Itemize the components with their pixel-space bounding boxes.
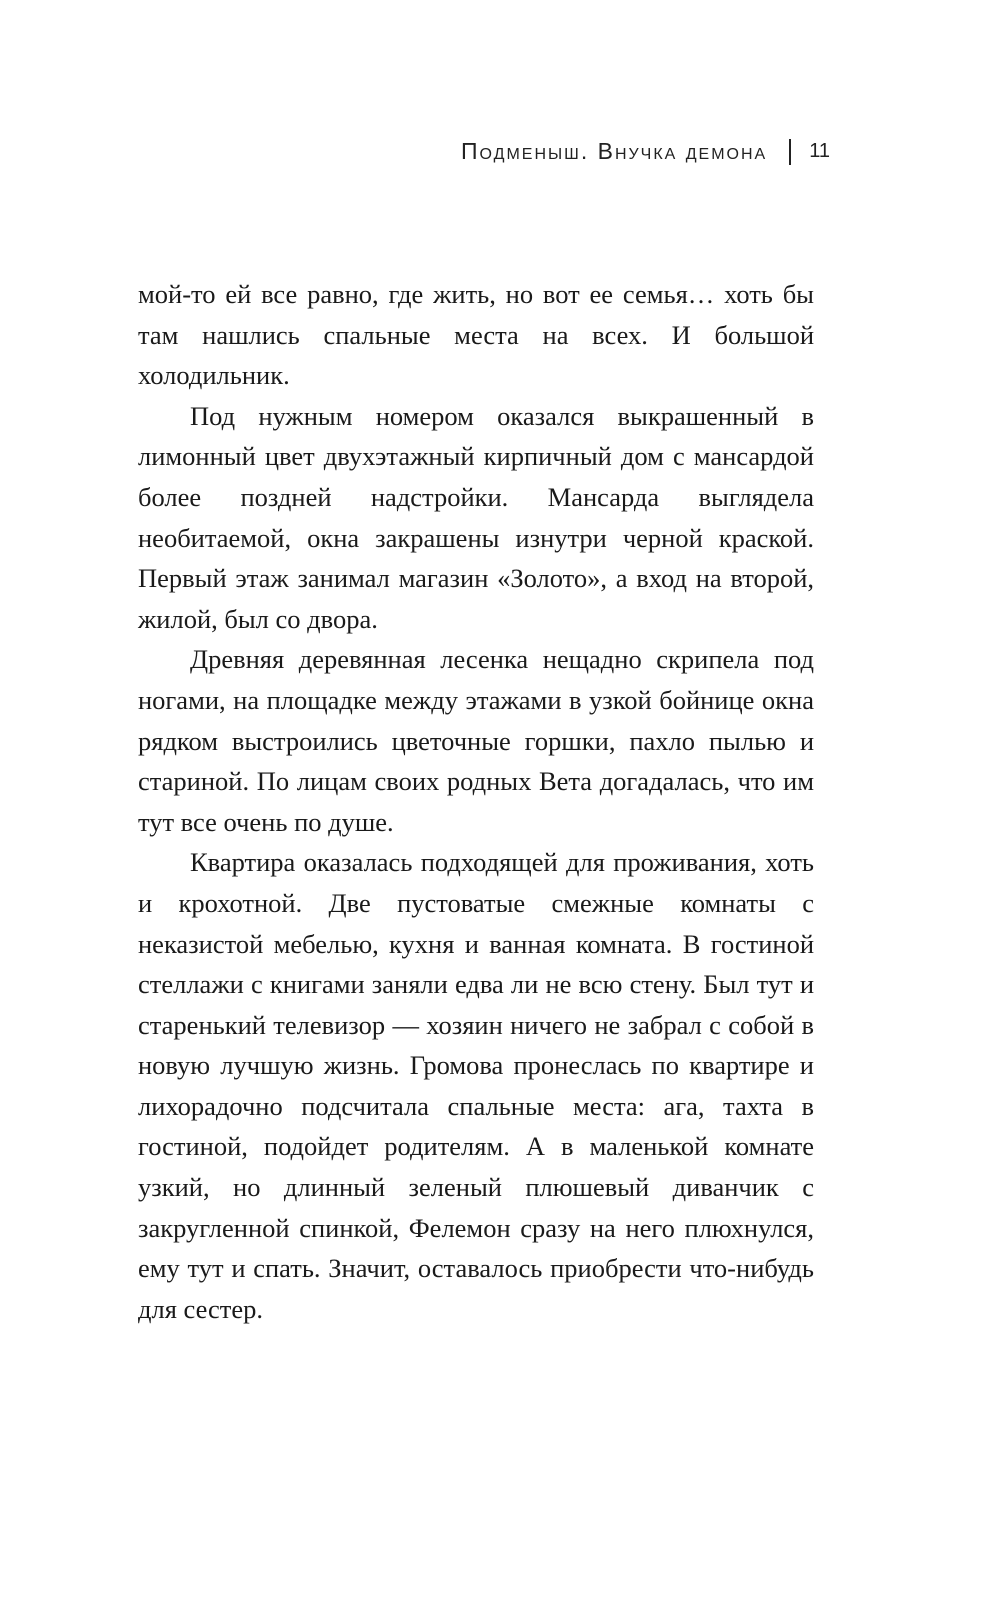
book-title: Подменыш. Внучка демона: [460, 138, 768, 164]
paragraph: Квартира оказалась подходящей для проживания, хоть и крохотной. Две пустоватые смежные комнаты с неказистой мебелью, кухня и ванная комната. В гостиной стеллажи с книгами заняли едва ли не всю стену. Был тут и старенький телевизор — хозяин ничего не забрал с собой в новую лучшую жизнь. Громова пронеслась по квартире и лихорадочно подсчитала спальные места: ага, тахта в гостиной, подойдет родителям. А в маленькой комнате узкий, но длинный зеленый плюшевый диванчик с закругленной спинкой, Фелемон сразу на него плюхнулся, ему тут и спать. Значит, оставалось приобрести что-нибудь для сестер.: [138, 847, 814, 1324]
paragraph: Под нужным номером оказался выкрашенный в лимонный цвет двухэтажный кирпичный дом с мансардой более поздней надстройки. Мансарда выглядела необитаемой, окна закрашены изнутри черной краской. Первый этаж занимал магазин «Золото», а вход на второй, жилой, был со двора.: [138, 400, 814, 634]
body-text: [138, 274, 814, 1329]
paragraph: Древняя деревянная лесенка нещадно скрипела под ногами, на площадке между этажами в узкой бойнице окна рядком выстроились цветочные горшки, пахло пылью и стариной. По лицам своих родных Вета догадалась, что им тут все очень по душе.: [138, 644, 814, 837]
page-number: 11: [809, 140, 830, 162]
paragraph-continuation: мой-то ей все равно, где жить, но вот ее семья… хоть бы там нашлись спальные места на всех. И большой холодильник.: [138, 279, 814, 391]
running-head: [461, 138, 830, 165]
header-separator: [789, 139, 791, 165]
